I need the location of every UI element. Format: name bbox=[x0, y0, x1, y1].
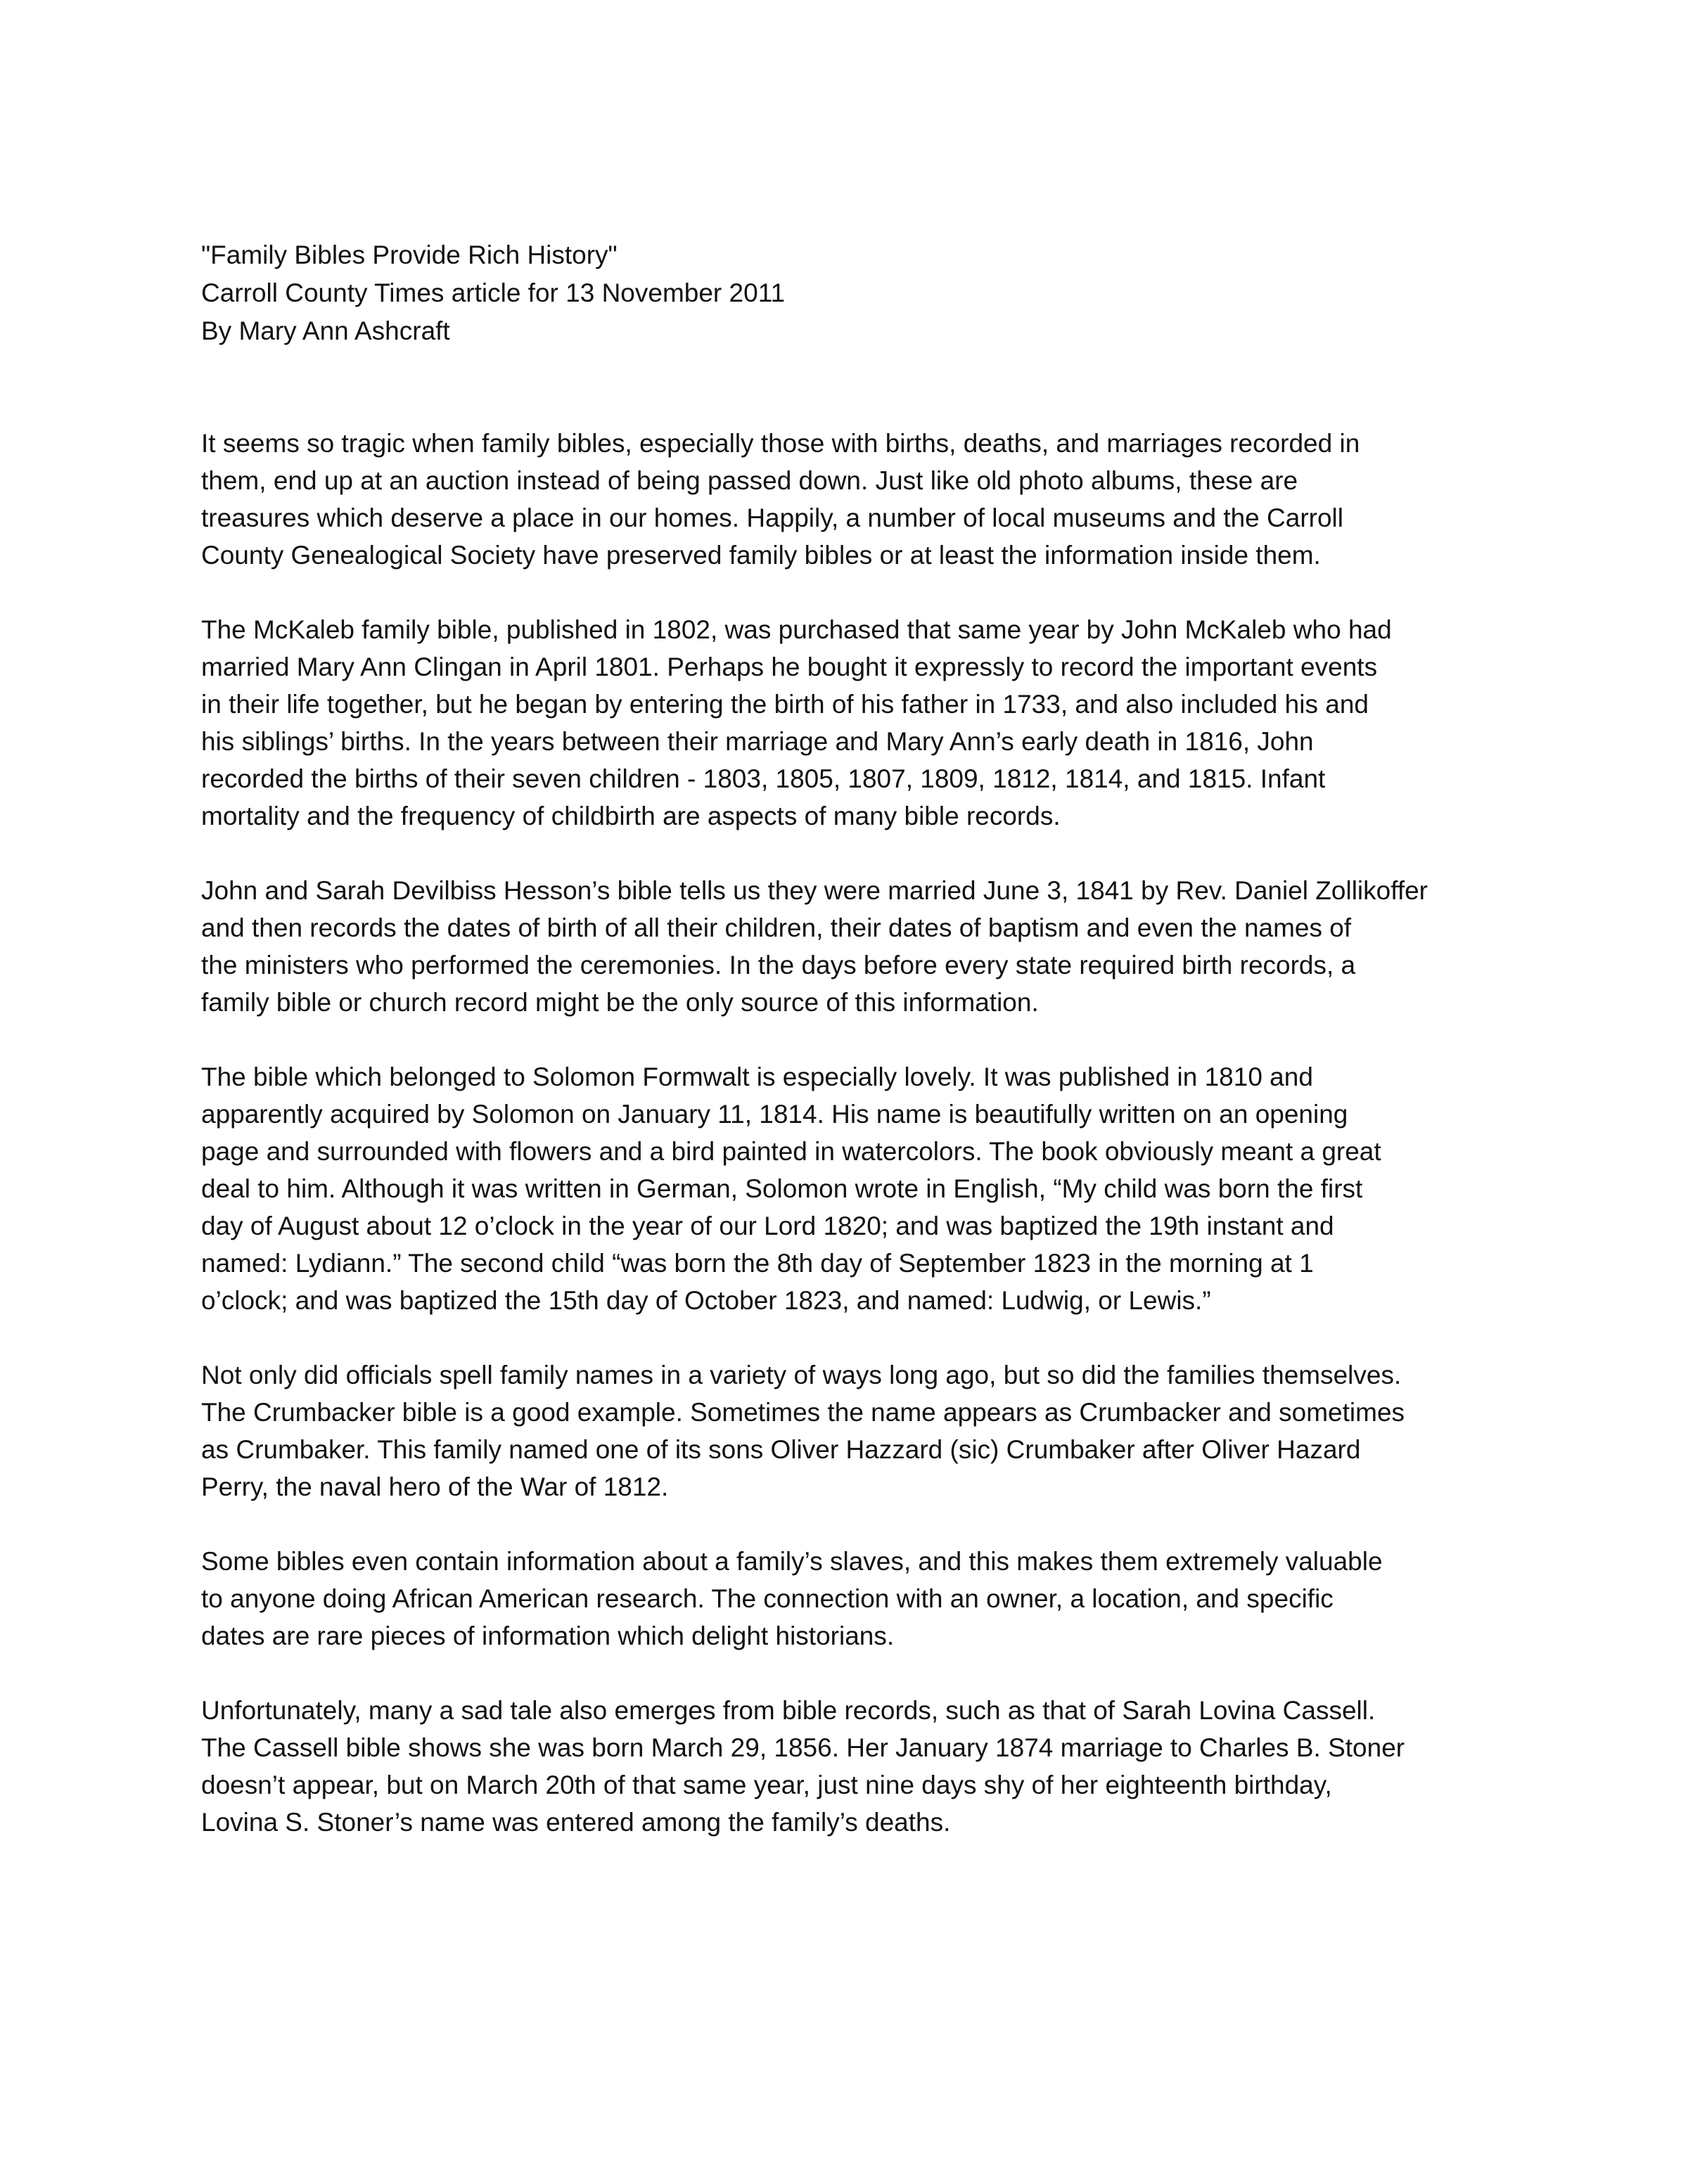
paragraph-1 bbox=[201, 425, 1523, 574]
text-line: The Crumbacker bible is a good example. Sometimes the name appears as Crumbacker and sometimes bbox=[201, 1398, 1405, 1427]
text-line: to anyone doing African American research. The connection with an owner, a location, and specific bbox=[201, 1584, 1334, 1613]
paragraph-4 bbox=[201, 1058, 1523, 1319]
text-line: mortality and the frequency of childbirth are aspects of many bible records. bbox=[201, 802, 1061, 830]
text-line: Some bibles even contain information about a family’s slaves, and this makes them extremely valuable bbox=[201, 1547, 1383, 1576]
article-title: "Family Bibles Provide Rich History" bbox=[201, 240, 618, 269]
paragraph-6 bbox=[201, 1543, 1523, 1655]
text-line: doesn’t appear, but on March 20th of that same year, just nine days shy of her eighteenth birthday, bbox=[201, 1771, 1332, 1799]
text-line: It seems so tragic when family bibles, especially those with births, deaths, and marriages recorded in bbox=[201, 429, 1360, 458]
paragraph-5 bbox=[201, 1356, 1523, 1505]
text-line: The McKaleb family bible, published in 1802, was purchased that same year by John McKaleb who had bbox=[201, 615, 1392, 644]
text-line: as Crumbaker. This family named one of its sons Oliver Hazzard (sic) Crumbaker after Oliver Hazard bbox=[201, 1435, 1361, 1464]
paragraph-2 bbox=[201, 611, 1523, 835]
paragraph-3 bbox=[201, 872, 1523, 1021]
text-line: married Mary Ann Clingan in April 1801. Perhaps he bought it expressly to record the important events bbox=[201, 653, 1378, 681]
text-line: The bible which belonged to Solomon Formwalt is especially lovely. It was published in 1810 and bbox=[201, 1062, 1313, 1091]
text-line: recorded the births of their seven children - 1803, 1805, 1807, 1809, 1812, 1814, and 1815. Infant bbox=[201, 764, 1326, 793]
paragraph-7 bbox=[201, 1692, 1523, 1841]
text-line: in their life together, but he began by entering the birth of his father in 1733, and also included his and bbox=[201, 690, 1369, 719]
text-line: The Cassell bible shows she was born March 29, 1856. Her January 1874 marriage to Charles B. Stoner bbox=[201, 1733, 1405, 1762]
byline: By Mary Ann Ashcraft bbox=[201, 316, 450, 345]
text-line: and then records the dates of birth of all their children, their dates of baptism and even the names of bbox=[201, 913, 1352, 942]
text-line: family bible or church record might be the only source of this information. bbox=[201, 988, 1039, 1017]
text-line: Not only did officials spell family names in a variety of ways long ago, but so did the families themselves. bbox=[201, 1361, 1402, 1389]
text-line: dates are rare pieces of information which delight historians. bbox=[201, 1621, 895, 1650]
article-header bbox=[201, 236, 1523, 350]
text-line: Lovina S. Stoner’s name was entered among the family’s deaths. bbox=[201, 1808, 951, 1837]
text-line: deal to him. Although it was written in German, Solomon wrote in English, “My child was born the first bbox=[201, 1174, 1363, 1203]
text-line: treasures which deserve a place in our homes. Happily, a number of local museums and the Carroll bbox=[201, 503, 1343, 532]
text-line: Perry, the naval hero of the War of 1812. bbox=[201, 1472, 669, 1501]
text-line: John and Sarah Devilbiss Hesson’s bible tells us they were married June 3, 1841 by Rev. Daniel Zollikoffer bbox=[201, 876, 1428, 905]
text-line: the ministers who performed the ceremonies. In the days before every state required birth records, a bbox=[201, 951, 1356, 979]
text-line: day of August about 12 o’clock in the year of our Lord 1820; and was baptized the 19th instant and bbox=[201, 1212, 1334, 1240]
document-page bbox=[201, 236, 1523, 1878]
publication-line: Carroll County Times article for 13 November 2011 bbox=[201, 278, 786, 307]
text-line: County Genealogical Society have preserved family bibles or at least the information inside them. bbox=[201, 541, 1321, 570]
text-line: his siblings’ births. In the years between their marriage and Mary Ann’s early death in 1816, John bbox=[201, 727, 1314, 756]
text-line: Unfortunately, many a sad tale also emerges from bible records, such as that of Sarah Lovina Cassell. bbox=[201, 1696, 1376, 1725]
text-line: them, end up at an auction instead of being passed down. Just like old photo albums, these are bbox=[201, 466, 1298, 495]
text-line: o’clock; and was baptized the 15th day of October 1823, and named: Ludwig, or Lewis.” bbox=[201, 1286, 1211, 1315]
text-line: page and surrounded with flowers and a bird painted in watercolors. The book obviously meant a great bbox=[201, 1137, 1381, 1166]
text-line: named: Lydiann.” The second child “was born the 8th day of September 1823 in the morning at 1 bbox=[201, 1249, 1314, 1278]
text-line: apparently acquired by Solomon on January 11, 1814. His name is beautifully written on an opening bbox=[201, 1100, 1348, 1129]
